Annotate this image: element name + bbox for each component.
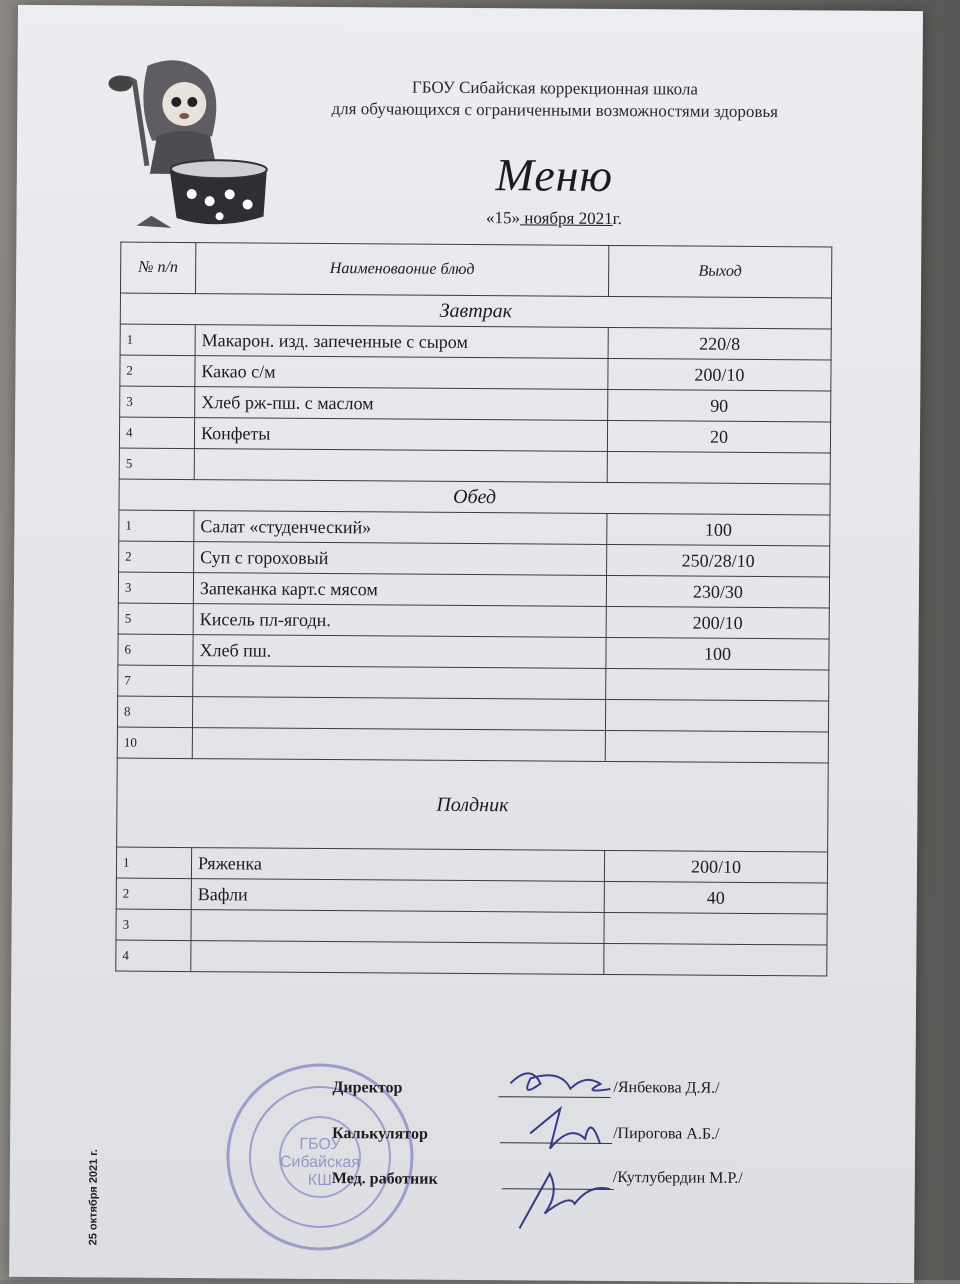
header-output: Выход (608, 245, 831, 298)
dish-output: 40 (604, 881, 827, 914)
table-row (120, 386, 831, 422)
dish-output: 20 (607, 420, 830, 453)
section-title: Полдник (117, 758, 829, 852)
dish-output (605, 730, 828, 763)
director-role: Директор (332, 1079, 403, 1097)
dish-name: Конфеты (194, 418, 607, 452)
side-date-stamp: 25 октября 2021 г. (87, 1149, 101, 1246)
row-number: 8 (117, 696, 192, 728)
table-row (119, 510, 830, 546)
row-number: 3 (118, 572, 193, 604)
dish-name: Салат «студенческий» (194, 511, 607, 545)
dish-output: 100 (606, 637, 829, 670)
dish-output: 90 (608, 389, 831, 422)
dish-name: Кисель пл-ягодн. (193, 604, 606, 638)
table-row (118, 665, 829, 701)
row-number: 3 (120, 386, 195, 418)
table-row (119, 417, 830, 453)
dish-output: 200/10 (604, 850, 827, 883)
school-name-line2: для обучающихся с ограниченными возможностями здоровья (331, 99, 779, 122)
handwritten-signatures (489, 1053, 630, 1244)
calculator-role: Калькулятор (332, 1125, 428, 1143)
row-number: 10 (117, 727, 192, 759)
dish-output: 200/10 (608, 358, 831, 391)
dish-name: Ряженка (191, 848, 604, 882)
dish-output (606, 668, 829, 701)
menu-table (115, 242, 832, 977)
table-row (118, 603, 829, 639)
row-number: 1 (119, 510, 194, 542)
svg-text:ГБОУ: ГБОУ (299, 1135, 341, 1154)
medic-role: Мед. работник (331, 1170, 438, 1188)
date-month: ноября 20 (520, 208, 596, 228)
dish-name (192, 697, 605, 731)
section-row (120, 293, 831, 329)
date-day: «15» (486, 208, 521, 228)
table-row (116, 909, 827, 945)
calculator-name: /Пирогова А.Б./ (613, 1125, 720, 1143)
svg-text:КШ: КШ (307, 1171, 332, 1190)
dish-name: Суп с гороховый (194, 542, 607, 576)
table-row (117, 727, 828, 763)
table-row (119, 541, 830, 577)
svg-text:Сибайская: Сибайская (279, 1153, 361, 1172)
header-name: Наименоваоние блюд (195, 243, 608, 297)
dish-output (604, 912, 827, 945)
school-name-line1: ГБОУ Сибайская коррекционная школа (411, 77, 698, 99)
dish-output (607, 451, 830, 484)
table-row (116, 878, 827, 914)
dish-name (191, 941, 604, 975)
table-header-row (121, 242, 832, 298)
row-number: 7 (118, 665, 193, 697)
medic-name: /Кутлубердин М.Р./ (612, 1169, 743, 1187)
table-row (118, 572, 829, 608)
dish-name (191, 910, 604, 944)
dish-name: Хлеб пш. (193, 635, 606, 669)
table-row (120, 355, 831, 391)
table-row (116, 940, 827, 976)
row-number: 3 (116, 909, 191, 941)
page-title: Меню (495, 149, 614, 201)
section-row (117, 758, 829, 852)
row-number: 1 (116, 847, 191, 879)
row-number: 1 (120, 324, 195, 356)
row-number: 5 (118, 603, 193, 635)
director-name: /Янбекова Д.Я./ (613, 1079, 720, 1097)
section-title: Завтрак (120, 293, 831, 329)
dish-name: Запеканка карт.с мясом (193, 573, 606, 607)
dish-output (604, 943, 827, 976)
row-number: 2 (119, 541, 194, 573)
section-row (119, 479, 830, 515)
dish-name: Хлеб рж-пш. с маслом (195, 387, 608, 421)
table-row (116, 847, 827, 883)
table-row (117, 696, 828, 732)
dish-output: 100 (607, 513, 830, 546)
row-number: 6 (118, 634, 193, 666)
header-num: № п/п (121, 242, 196, 294)
row-number: 2 (116, 878, 191, 910)
menu-table-body (116, 293, 832, 976)
dish-name: Вафли (191, 879, 604, 913)
dish-name (192, 728, 605, 762)
dish-output (605, 699, 828, 732)
dish-output: 250/28/10 (607, 544, 830, 577)
row-number: 4 (116, 940, 191, 972)
date-year: 21 (595, 208, 613, 228)
table-row (118, 634, 829, 670)
row-number: 2 (120, 355, 195, 387)
dish-output: 230/30 (606, 575, 829, 608)
dish-output: 220/8 (608, 327, 831, 360)
dish-name (194, 449, 607, 483)
date-suffix: г. (612, 208, 623, 229)
table-row (120, 324, 831, 360)
dish-output: 200/10 (606, 606, 829, 639)
menu-sheet (9, 5, 923, 1283)
section-title: Обед (119, 479, 830, 515)
dish-name (193, 666, 606, 700)
row-number: 4 (119, 417, 194, 449)
row-number: 5 (119, 448, 194, 480)
dish-name: Макарон. изд. запеченные с сыром (195, 325, 608, 359)
table-row (119, 448, 830, 484)
dish-name: Какао с/м (195, 356, 608, 390)
